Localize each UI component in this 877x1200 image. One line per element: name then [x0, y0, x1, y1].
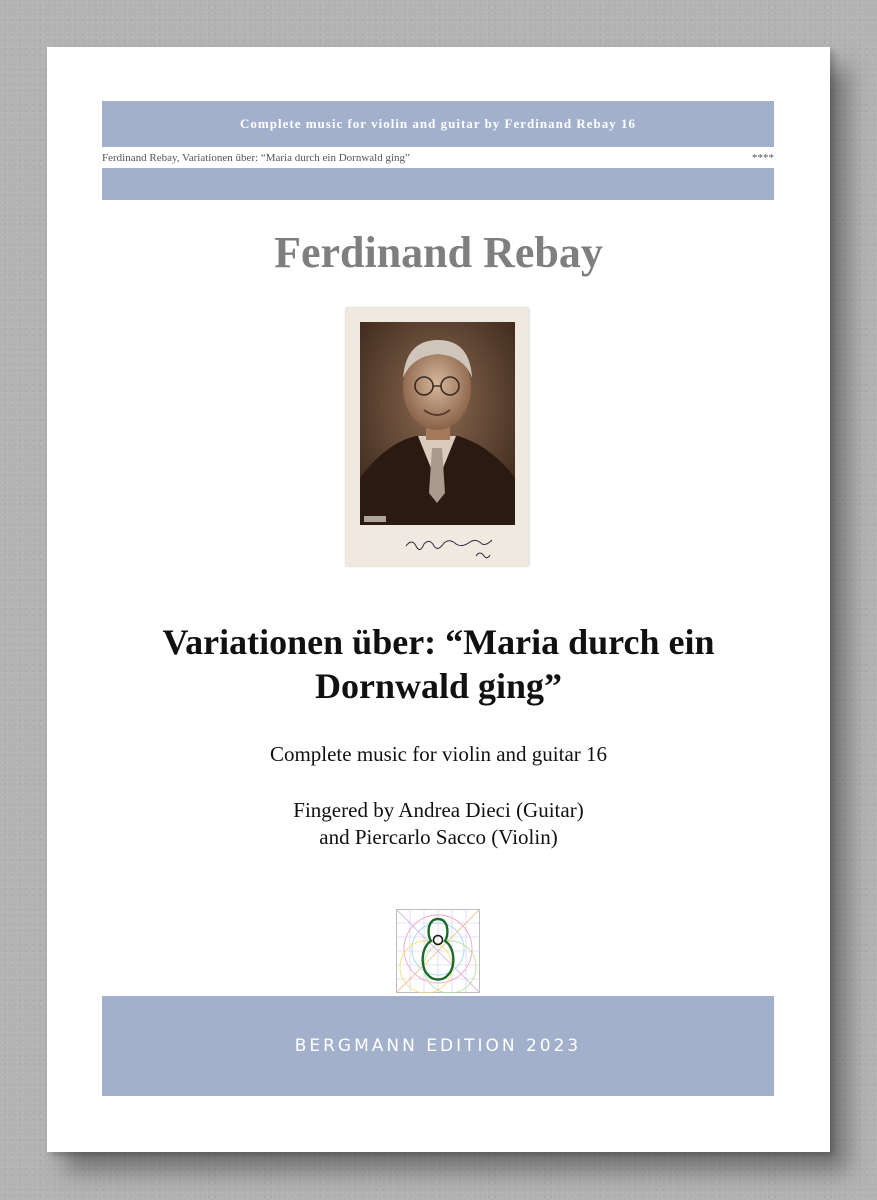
- collection-subtitle: Complete music for violin and guitar 16: [269, 742, 608, 766]
- series-banner: [102, 101, 774, 147]
- publisher-text: BERGMANN EDITION 2023: [294, 1036, 582, 1056]
- fingering-credit-guitar: Fingered by Andrea Dieci (Guitar): [293, 798, 584, 822]
- work-title-line-2: Dornwald ging”: [314, 666, 563, 706]
- running-title: Ferdinand Rebay, Variationen über: “Maria durch ein Dornwald ging”: [102, 152, 410, 164]
- publisher-banner: [102, 996, 774, 1096]
- divider-band: [102, 168, 774, 200]
- composer-portrait: [346, 308, 529, 566]
- cover-page: [47, 47, 830, 1152]
- running-header: [102, 149, 774, 167]
- series-title: Complete music for violin and guitar by Ferdinand Rebay 16: [240, 116, 636, 131]
- fingering-credit-violin: and Piercarlo Sacco (Violin): [319, 825, 558, 849]
- work-title: [47, 620, 830, 708]
- fingering-credits: [47, 797, 830, 851]
- guitar-logo-icon: [396, 909, 480, 993]
- portrait-image: [346, 308, 529, 566]
- composer-name: Ferdinand Rebay: [274, 228, 603, 277]
- work-title-line-1: Variationen über: “Maria durch ein: [162, 622, 715, 662]
- rating-stars: ****: [752, 152, 774, 164]
